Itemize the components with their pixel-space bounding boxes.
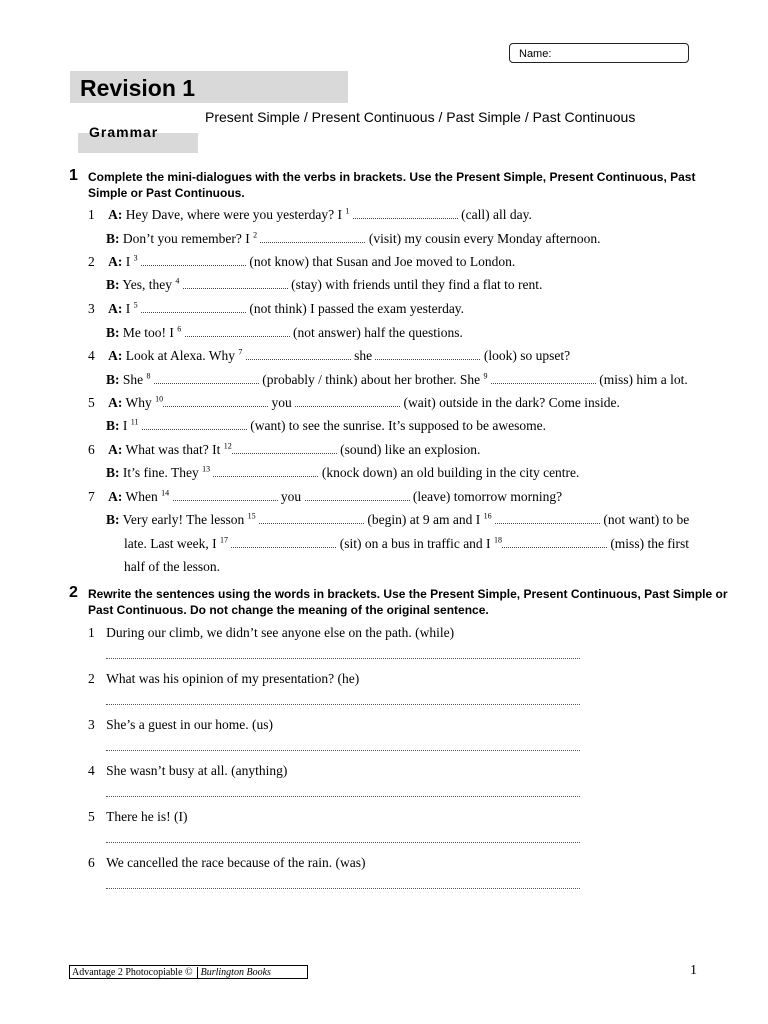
item-number: 1 bbox=[88, 207, 95, 222]
exercise-instruction: Rewrite the sentences using the words in brackets. Use the Present Simple, Present Continuous, Past Simple or Past Continuous. Do not change the meaning of the original sentence. bbox=[88, 587, 728, 617]
sentence-item bbox=[88, 624, 454, 642]
answer-line[interactable] bbox=[106, 658, 580, 659]
dialogue-text: Hey Dave, where were you yesterday? I bbox=[125, 207, 346, 222]
dialogue-line bbox=[106, 230, 601, 248]
gap-number: 14 bbox=[161, 488, 170, 498]
gap-number: 9 bbox=[483, 371, 488, 381]
gap-number: 11 bbox=[130, 417, 139, 427]
answer-gap[interactable] bbox=[495, 512, 600, 524]
dialogue-text: (visit) my cousin every Monday afternoon. bbox=[365, 231, 601, 246]
answer-line[interactable] bbox=[106, 750, 580, 751]
dialogue-text: Me too! I bbox=[122, 325, 178, 340]
item-number: 6 bbox=[88, 855, 95, 870]
dialogue-line bbox=[88, 394, 620, 412]
dialogue-text: I bbox=[122, 418, 131, 433]
page-title: Revision 1 bbox=[80, 75, 196, 101]
answer-gap[interactable] bbox=[295, 395, 400, 407]
dialogue-text: (knock down) an old building in the city centre. bbox=[318, 465, 580, 480]
dialogue-line bbox=[88, 253, 515, 271]
answer-gap[interactable] bbox=[305, 489, 410, 501]
gap-number: 7 bbox=[238, 347, 243, 357]
speaker-label: B: bbox=[106, 512, 120, 527]
footer-copyright-box bbox=[69, 965, 308, 979]
sentence-item bbox=[88, 762, 287, 780]
gap-number: 10 bbox=[155, 394, 164, 404]
gap-number: 6 bbox=[177, 324, 182, 334]
dialogue-text: (miss) him a lot. bbox=[595, 372, 688, 387]
dialogue-text: (not want) to be bbox=[599, 512, 690, 527]
answer-line[interactable] bbox=[106, 888, 580, 889]
sentence-text: She’s a guest in our home. (us) bbox=[106, 717, 273, 732]
speaker-label: A: bbox=[108, 254, 123, 269]
exercise-number: 1 bbox=[69, 167, 78, 184]
gap-number: 12 bbox=[223, 441, 232, 451]
gap-number: 8 bbox=[146, 371, 151, 381]
sentence-text: We cancelled the race because of the rain. (was) bbox=[106, 855, 366, 870]
copyright-text: Advantage 2 Photocopiable © bbox=[72, 967, 193, 978]
dialogue-text: What was that? It bbox=[125, 442, 224, 457]
dialogue-line bbox=[106, 324, 463, 342]
gap-number: 17 bbox=[219, 535, 228, 545]
dialogue-text: late. Last week, I bbox=[124, 536, 220, 551]
dialogue-line bbox=[106, 417, 546, 435]
dialogue-text: (probably / think) about her brother. She bbox=[258, 372, 484, 387]
speaker-label: B: bbox=[106, 465, 120, 480]
answer-gap[interactable] bbox=[246, 348, 351, 360]
answer-gap[interactable] bbox=[491, 372, 596, 384]
sentence-item bbox=[88, 854, 366, 872]
item-number: 4 bbox=[88, 763, 95, 778]
speaker-label: B: bbox=[106, 418, 120, 433]
speaker-label: B: bbox=[106, 372, 120, 387]
answer-gap[interactable] bbox=[163, 395, 268, 407]
dialogue-line bbox=[88, 206, 532, 224]
dialogue-line bbox=[106, 371, 688, 389]
item-number: 6 bbox=[88, 442, 95, 457]
section-tab-edge bbox=[70, 133, 78, 153]
item-number: 3 bbox=[88, 717, 95, 732]
gap-number: 15 bbox=[247, 511, 256, 521]
answer-line[interactable] bbox=[106, 842, 580, 843]
dialogue-line bbox=[88, 347, 570, 365]
speaker-label: A: bbox=[108, 489, 123, 504]
answer-gap[interactable] bbox=[353, 207, 458, 219]
answer-line[interactable] bbox=[106, 796, 580, 797]
sentence-item bbox=[88, 670, 359, 688]
speaker-label: A: bbox=[108, 395, 123, 410]
answer-gap[interactable] bbox=[141, 254, 246, 266]
answer-gap[interactable] bbox=[502, 536, 607, 548]
page-number: 1 bbox=[690, 963, 697, 978]
dialogue-text: Look at Alexa. Why bbox=[125, 348, 239, 363]
dialogue-text: (want) to see the sunrise. It’s supposed to be awesome. bbox=[246, 418, 547, 433]
gap-number: 18 bbox=[493, 535, 502, 545]
dialogue-text: It’s fine. They bbox=[122, 465, 203, 480]
dialogue-text: I bbox=[125, 301, 134, 316]
dialogue-text: (wait) outside in the dark? Come inside. bbox=[400, 395, 620, 410]
dialogue-line bbox=[124, 558, 220, 576]
speaker-label: B: bbox=[106, 325, 120, 340]
dialogue-line bbox=[106, 511, 689, 529]
answer-line[interactable] bbox=[106, 704, 580, 705]
answer-gap[interactable] bbox=[259, 512, 364, 524]
gap-number: 4 bbox=[175, 276, 180, 286]
dialogue-line bbox=[106, 464, 579, 482]
dialogue-text: When bbox=[125, 489, 162, 504]
dialogue-text: (not answer) half the questions. bbox=[289, 325, 463, 340]
dialogue-line bbox=[88, 300, 464, 318]
gap-number: 2 bbox=[253, 230, 258, 240]
publisher-logo: Burlington Books bbox=[197, 967, 271, 978]
sentence-item bbox=[88, 808, 187, 826]
gap-number: 5 bbox=[133, 300, 138, 310]
dialogue-text: Very early! The lesson bbox=[122, 512, 248, 527]
item-number: 7 bbox=[88, 489, 95, 504]
answer-gap[interactable] bbox=[183, 277, 288, 289]
answer-gap[interactable] bbox=[260, 231, 365, 243]
dialogue-line bbox=[88, 488, 562, 506]
speaker-label: A: bbox=[108, 442, 123, 457]
dialogue-text: (sit) on a bus in traffic and I bbox=[336, 536, 494, 551]
sentence-text: She wasn’t busy at all. (anything) bbox=[106, 763, 288, 778]
answer-gap[interactable] bbox=[185, 325, 290, 337]
speaker-label: A: bbox=[108, 348, 123, 363]
speaker-label: B: bbox=[106, 277, 120, 292]
dialogue-line bbox=[106, 276, 542, 294]
item-number: 4 bbox=[88, 348, 95, 363]
dialogue-text: (sound) like an explosion. bbox=[336, 442, 481, 457]
dialogue-text: (begin) at 9 am and I bbox=[363, 512, 484, 527]
dialogue-text: Why bbox=[125, 395, 156, 410]
dialogue-text: (leave) tomorrow morning? bbox=[409, 489, 563, 504]
exercise-instruction: Complete the mini-dialogues with the verbs in brackets. Use the Present Simple, Present Continuous, Past Simple or Past Continuous. bbox=[88, 170, 696, 200]
gap-number: 16 bbox=[483, 511, 492, 521]
dialogue-text: Yes, they bbox=[122, 277, 176, 292]
dialogue-text: (call) all day. bbox=[457, 207, 532, 222]
dialogue-text: I bbox=[125, 254, 134, 269]
sentence-item bbox=[88, 716, 273, 734]
page-subtitle: Present Simple / Present Continuous / Past Simple / Past Continuous bbox=[205, 109, 636, 125]
dialogue-text: (not think) I passed the exam yesterday. bbox=[246, 301, 465, 316]
item-number: 3 bbox=[88, 301, 95, 316]
speaker-label: A: bbox=[108, 207, 123, 222]
name-field[interactable]: Name: bbox=[509, 43, 689, 63]
sentence-text: There he is! (I) bbox=[106, 809, 188, 824]
gap-number: 1 bbox=[345, 206, 350, 216]
exercise-number: 2 bbox=[69, 584, 78, 601]
gap-number: 3 bbox=[133, 253, 138, 263]
answer-gap[interactable] bbox=[141, 301, 246, 313]
item-number: 2 bbox=[88, 254, 95, 269]
answer-gap[interactable] bbox=[154, 372, 259, 384]
answer-gap[interactable] bbox=[213, 465, 318, 477]
gap-number: 13 bbox=[202, 464, 211, 474]
dialogue-text: She bbox=[122, 372, 147, 387]
item-number: 5 bbox=[88, 809, 95, 824]
section-heading: Grammar bbox=[89, 124, 159, 140]
answer-gap[interactable] bbox=[232, 442, 337, 454]
dialogue-line bbox=[124, 535, 689, 553]
dialogue-text: (not know) that Susan and Joe moved to London. bbox=[246, 254, 516, 269]
sentence-text: During our climb, we didn’t see anyone else on the path. (while) bbox=[106, 625, 455, 640]
answer-gap[interactable] bbox=[375, 348, 480, 360]
item-number: 1 bbox=[88, 625, 95, 640]
speaker-label: A: bbox=[108, 301, 123, 316]
dialogue-line bbox=[88, 441, 480, 459]
dialogue-text: half of the lesson. bbox=[124, 559, 220, 574]
dialogue-text: you bbox=[268, 395, 296, 410]
sentence-text: What was his opinion of my presentation? (he) bbox=[106, 671, 360, 686]
answer-gap[interactable] bbox=[142, 418, 247, 430]
dialogue-text: (look) so upset? bbox=[480, 348, 571, 363]
item-number: 5 bbox=[88, 395, 95, 410]
item-number: 2 bbox=[88, 671, 95, 686]
dialogue-text: you bbox=[277, 489, 305, 504]
speaker-label: B: bbox=[106, 231, 120, 246]
dialogue-text: (stay) with friends until they find a flat to rent. bbox=[287, 277, 543, 292]
answer-gap[interactable] bbox=[231, 536, 336, 548]
dialogue-text: she bbox=[350, 348, 376, 363]
answer-gap[interactable] bbox=[173, 489, 278, 501]
dialogue-text: Don’t you remember? I bbox=[122, 231, 254, 246]
dialogue-text: (miss) the first bbox=[606, 536, 690, 551]
